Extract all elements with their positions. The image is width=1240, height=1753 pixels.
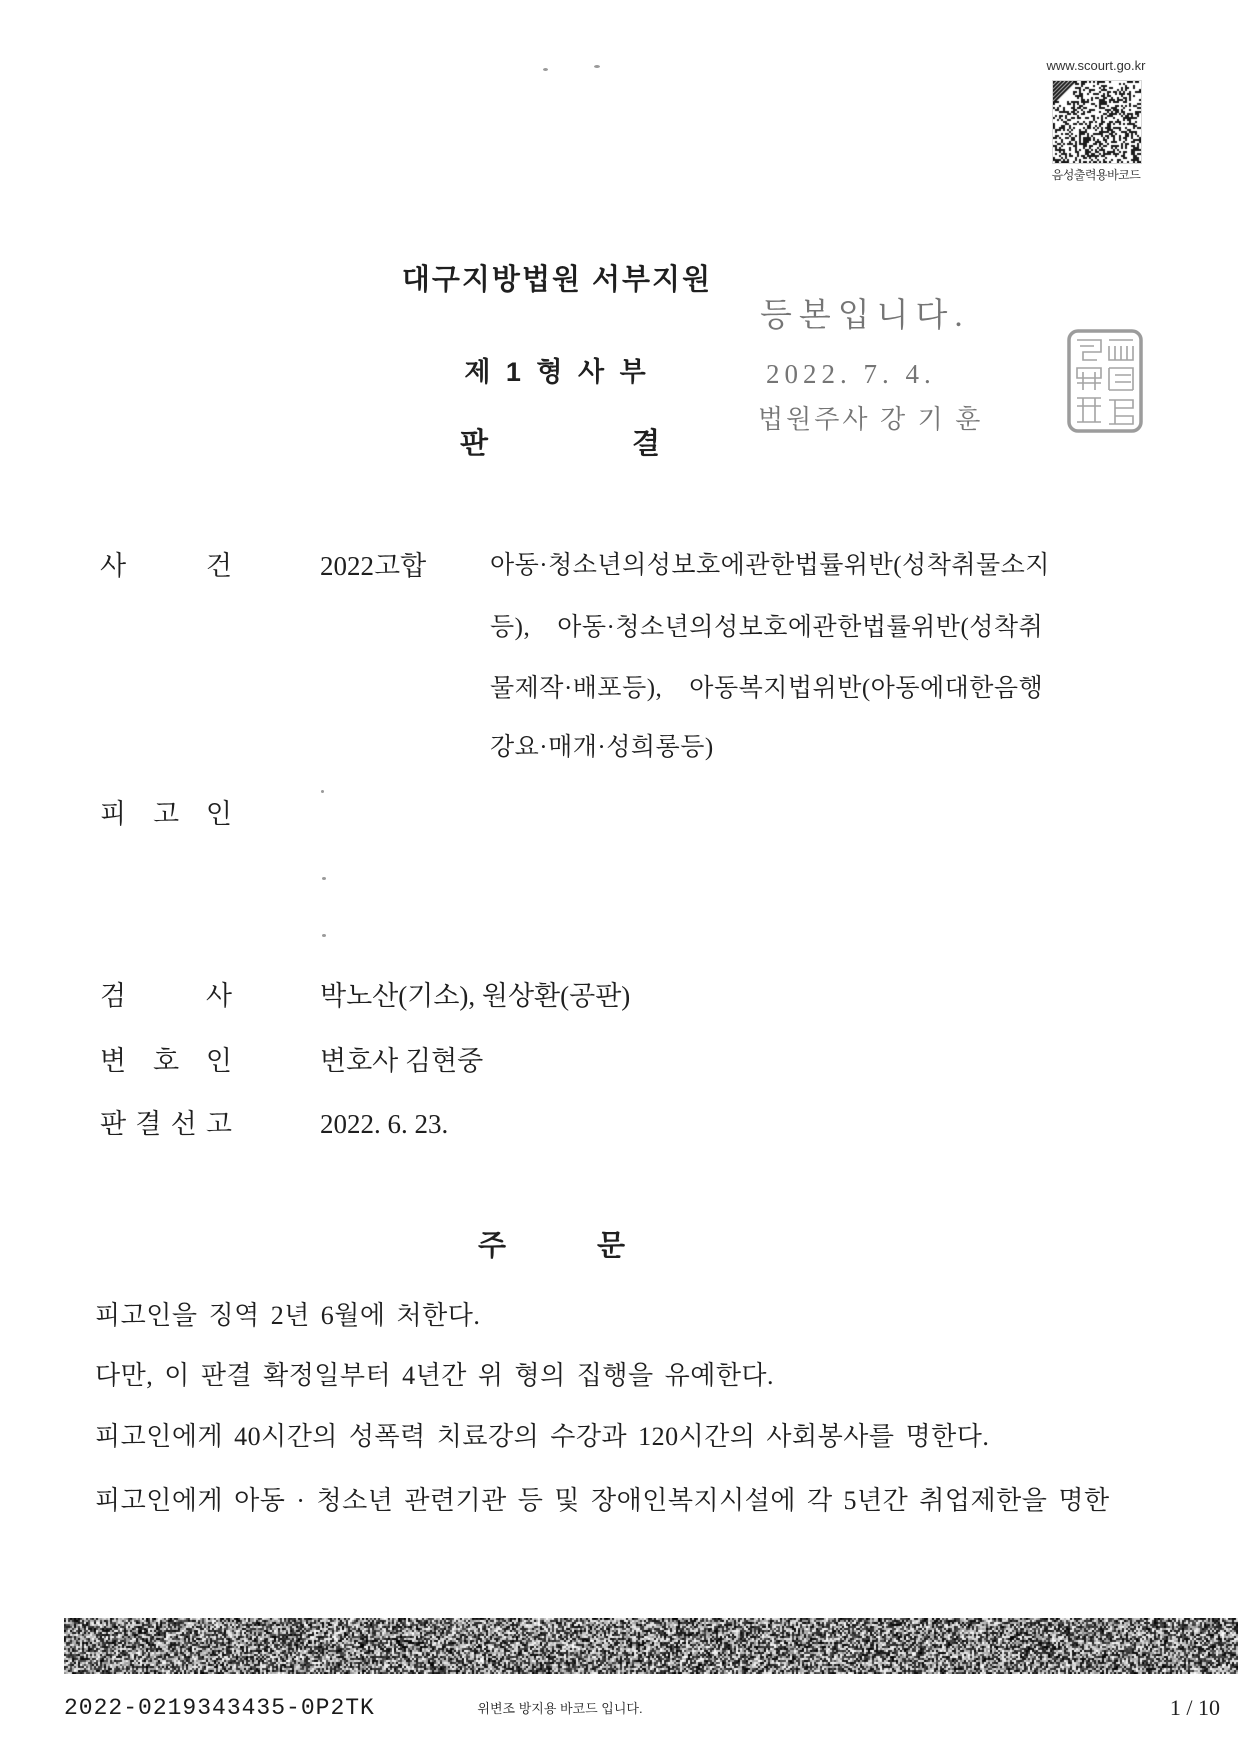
voice-output-qr-barcode — [1052, 80, 1142, 164]
voice-barcode-caption: 음성출력용바코드 — [1051, 168, 1141, 182]
certified-copy-stamp-text: 등본입니다. — [760, 298, 970, 334]
charge-line: 아동·청소년의성보호에관한법률위반(성착취물소지 — [490, 552, 1050, 579]
sentence-date-field-label: 판 결 선 고 — [100, 1109, 232, 1139]
barcode-footer-caption: 위변조 방지용 바코드 입니다. — [477, 1701, 643, 1716]
case-number: 2022고합 — [320, 551, 427, 581]
prosecutor-field-label: 검 사 — [100, 981, 232, 1011]
scan-artifact-speck — [322, 877, 326, 880]
charge-line: 강요·매개·성희롱등) — [490, 734, 714, 761]
court-name-title: 대구지방법원 서부지원 — [401, 264, 713, 296]
scourt-url-text: www.scourt.go.kr — [1046, 58, 1146, 73]
order-paragraph: 다만, 이 판결 확정일부터 4년간 위 형의 집행을 유예한다. — [95, 1361, 775, 1390]
charge-line: 물제작·배포등), 아동복지법위반(아동에대한음행 — [490, 675, 1044, 702]
charges-list — [490, 550, 1090, 770]
order-section-heading: 주 문 — [478, 1230, 625, 1262]
court-clerk-name: 법원주사 강 기 훈 — [758, 405, 984, 434]
document-code: 2022-0219343435-0P2TK — [64, 1695, 375, 1721]
sentence-date: 2022. 6. 23. — [320, 1109, 449, 1139]
court-official-seal — [1066, 328, 1144, 434]
scan-artifact-speck — [321, 790, 324, 793]
counsel-name: 변호사 김현중 — [320, 1046, 484, 1076]
page-number: 1 / 10 — [1169, 1695, 1220, 1720]
certified-copy-stamp-date: 2022. 7. 4. — [766, 359, 936, 389]
anti-forgery-barcode — [64, 1618, 1238, 1674]
order-paragraph: 피고인에게 40시간의 성폭력 치료강의 수강과 120시간의 사회봉사를 명한다. — [95, 1422, 990, 1451]
order-paragraph: 피고인을 징역 2년 6월에 처한다. — [95, 1301, 481, 1330]
prosecutor-names: 박노산(기소), 원상환(공판) — [320, 981, 631, 1011]
scan-artifact-speck — [594, 65, 600, 68]
order-paragraph: 피고인에게 아동 · 청소년 관련기관 등 및 장애인복지시설에 각 5년간 취업제한을 명한 — [95, 1486, 1110, 1515]
criminal-division-title: 제 1 형 사 부 — [464, 357, 650, 387]
scan-artifact-speck — [543, 68, 548, 71]
case-field-label: 사 건 — [100, 551, 232, 581]
counsel-field-label: 변 호 인 — [100, 1046, 232, 1076]
charge-line: 등), 아동·청소년의성보호에관한법률위반(성착취 — [490, 614, 1044, 641]
defendant-field-label: 피 고 인 — [100, 799, 232, 829]
scan-artifact-speck — [322, 934, 326, 937]
judgment-doc-title: 판 결 — [460, 428, 660, 460]
